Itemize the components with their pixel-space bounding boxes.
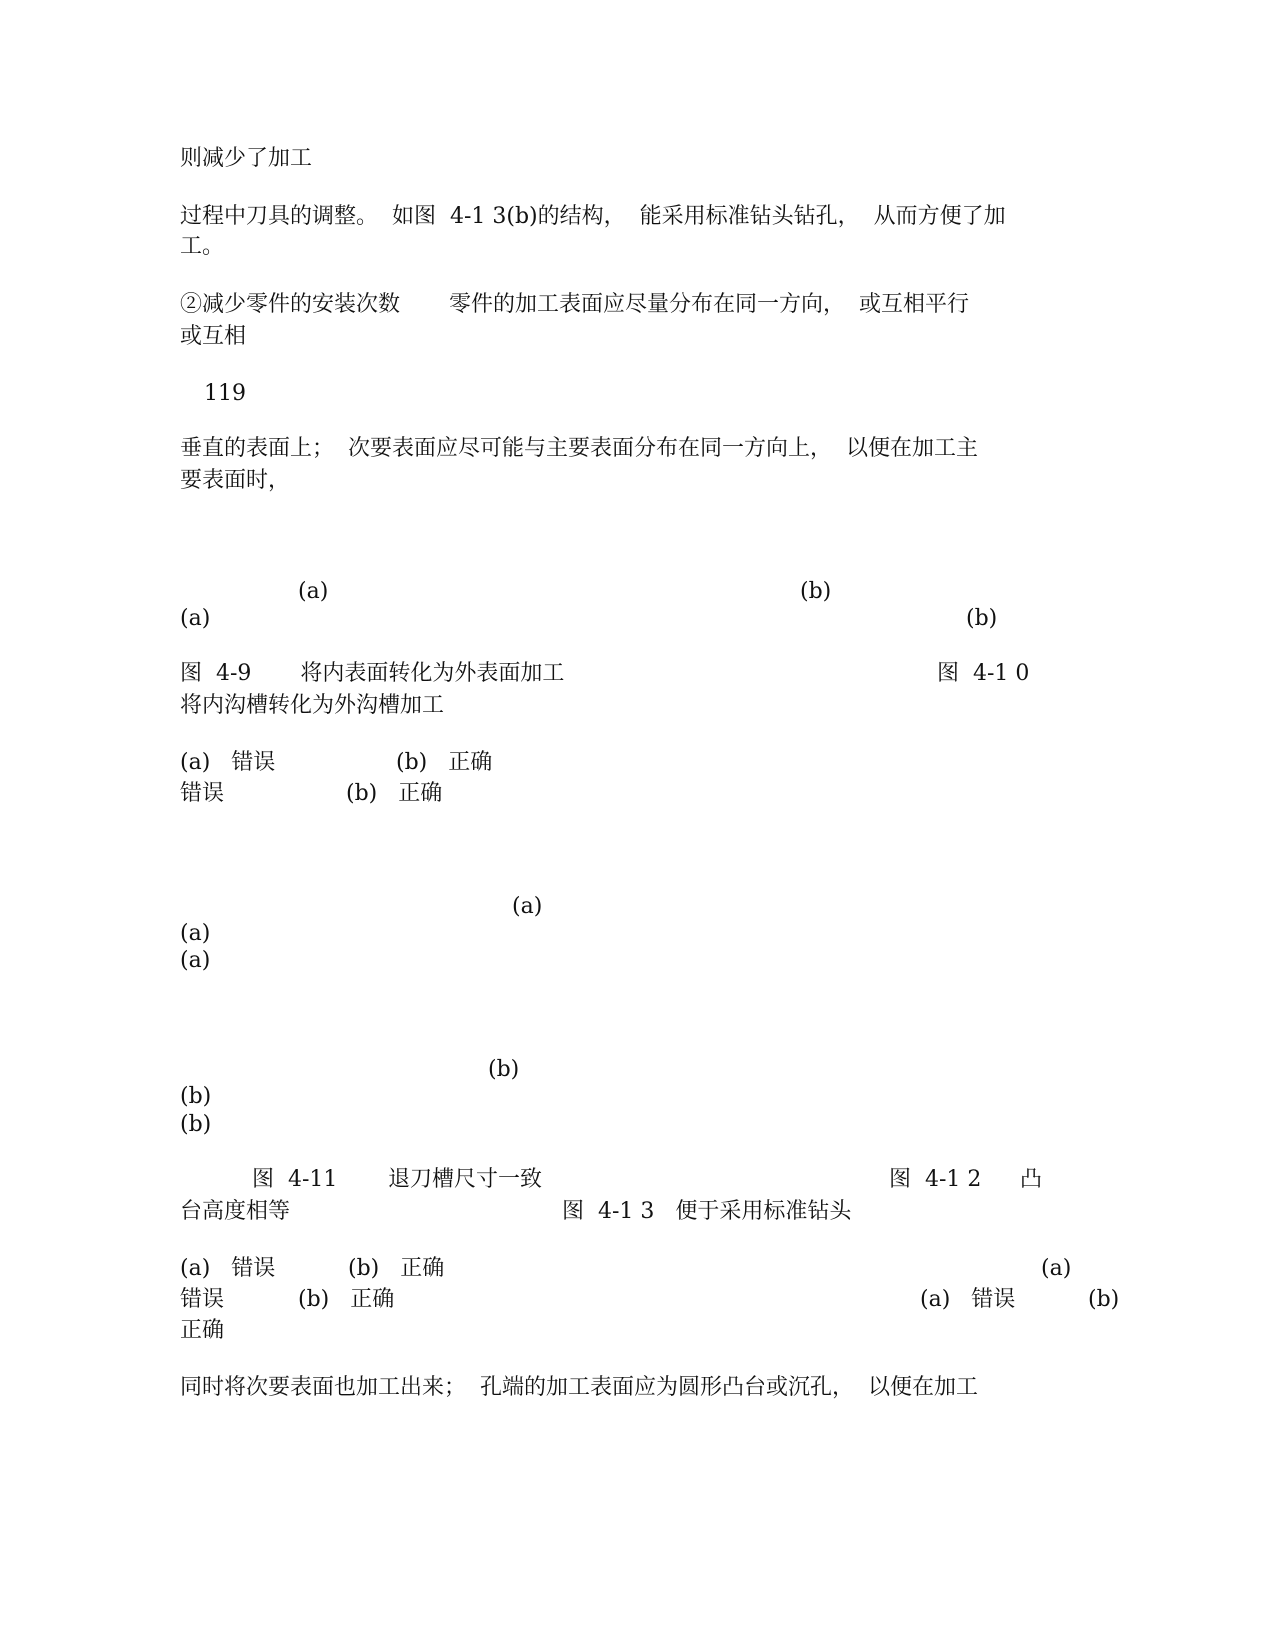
figure-label: (a) xyxy=(298,579,329,604)
figure-sublabel: (a) 错误 xyxy=(180,1256,276,1281)
figure-label: (a) xyxy=(512,894,543,919)
figure-label: (a) xyxy=(180,606,211,631)
figure-sublabel: (b) 正确 xyxy=(396,750,493,775)
text-line: 要表面时， xyxy=(180,468,291,493)
figure-caption: 凸 xyxy=(1020,1167,1043,1192)
figure-caption: 图 4-1 3 便于采用标准钻头 xyxy=(562,1199,852,1224)
figure-label: (a) xyxy=(180,921,211,946)
figure-label: (b) xyxy=(966,606,998,631)
figure-sublabel: 正确 xyxy=(180,1318,225,1343)
figure-caption: 图 4-9 将内表面转化为外表面加工 xyxy=(180,661,565,686)
text-line: ②减少零件的安装次数 零件的加工表面应尽量分布在同一方向， 或互相平行 xyxy=(180,292,969,317)
text-line: 工。 xyxy=(180,234,225,259)
figure-caption: 台高度相等 xyxy=(180,1199,291,1224)
figure-sublabel: (b) 正确 xyxy=(348,1256,445,1281)
figure-caption: 图 4-11 xyxy=(252,1167,338,1192)
figure-caption: 图 4-1 0 xyxy=(937,661,1030,686)
figure-label: (a) xyxy=(180,948,211,973)
page-number: 119 xyxy=(204,381,246,406)
figure-sublabel: (b) 正确 xyxy=(346,781,443,806)
text-line: 垂直的表面上； 次要表面应尽可能与主要表面分布在同一方向上， 以便在加工主 xyxy=(180,436,978,461)
figure-sublabel: 错误 xyxy=(180,1287,225,1312)
figure-label: (b) xyxy=(800,579,832,604)
figure-sublabel: (a) 错误 xyxy=(920,1287,1016,1312)
figure-label: (b) xyxy=(180,1084,212,1109)
figure-caption: 将内沟槽转化为外沟槽加工 xyxy=(180,693,445,718)
figure-sublabel: (b) 正确 xyxy=(298,1287,395,1312)
figure-caption: 退刀槽尺寸一致 xyxy=(388,1167,543,1192)
figure-caption: 图 4-1 2 xyxy=(889,1167,982,1192)
figure-label: (b) xyxy=(180,1112,212,1137)
figure-sublabel: (b) xyxy=(1088,1287,1120,1312)
text-line: 则减少了加工 xyxy=(180,146,313,171)
figure-sublabel: 错误 xyxy=(180,781,225,806)
text-line: 或互相 xyxy=(180,324,247,349)
figure-sublabel: (a) xyxy=(1041,1256,1072,1281)
text-line: 过程中刀具的调整。 如图 4-1 3(b)的结构， 能采用标准钻头钻孔， 从而方便了加 xyxy=(180,204,1006,229)
text-line: 同时将次要表面也加工出来； 孔端的加工表面应为圆形凸台或沉孔， 以便在加工 xyxy=(180,1375,978,1400)
figure-label: (b) xyxy=(488,1057,520,1082)
figure-sublabel: (a) 错误 xyxy=(180,750,276,775)
